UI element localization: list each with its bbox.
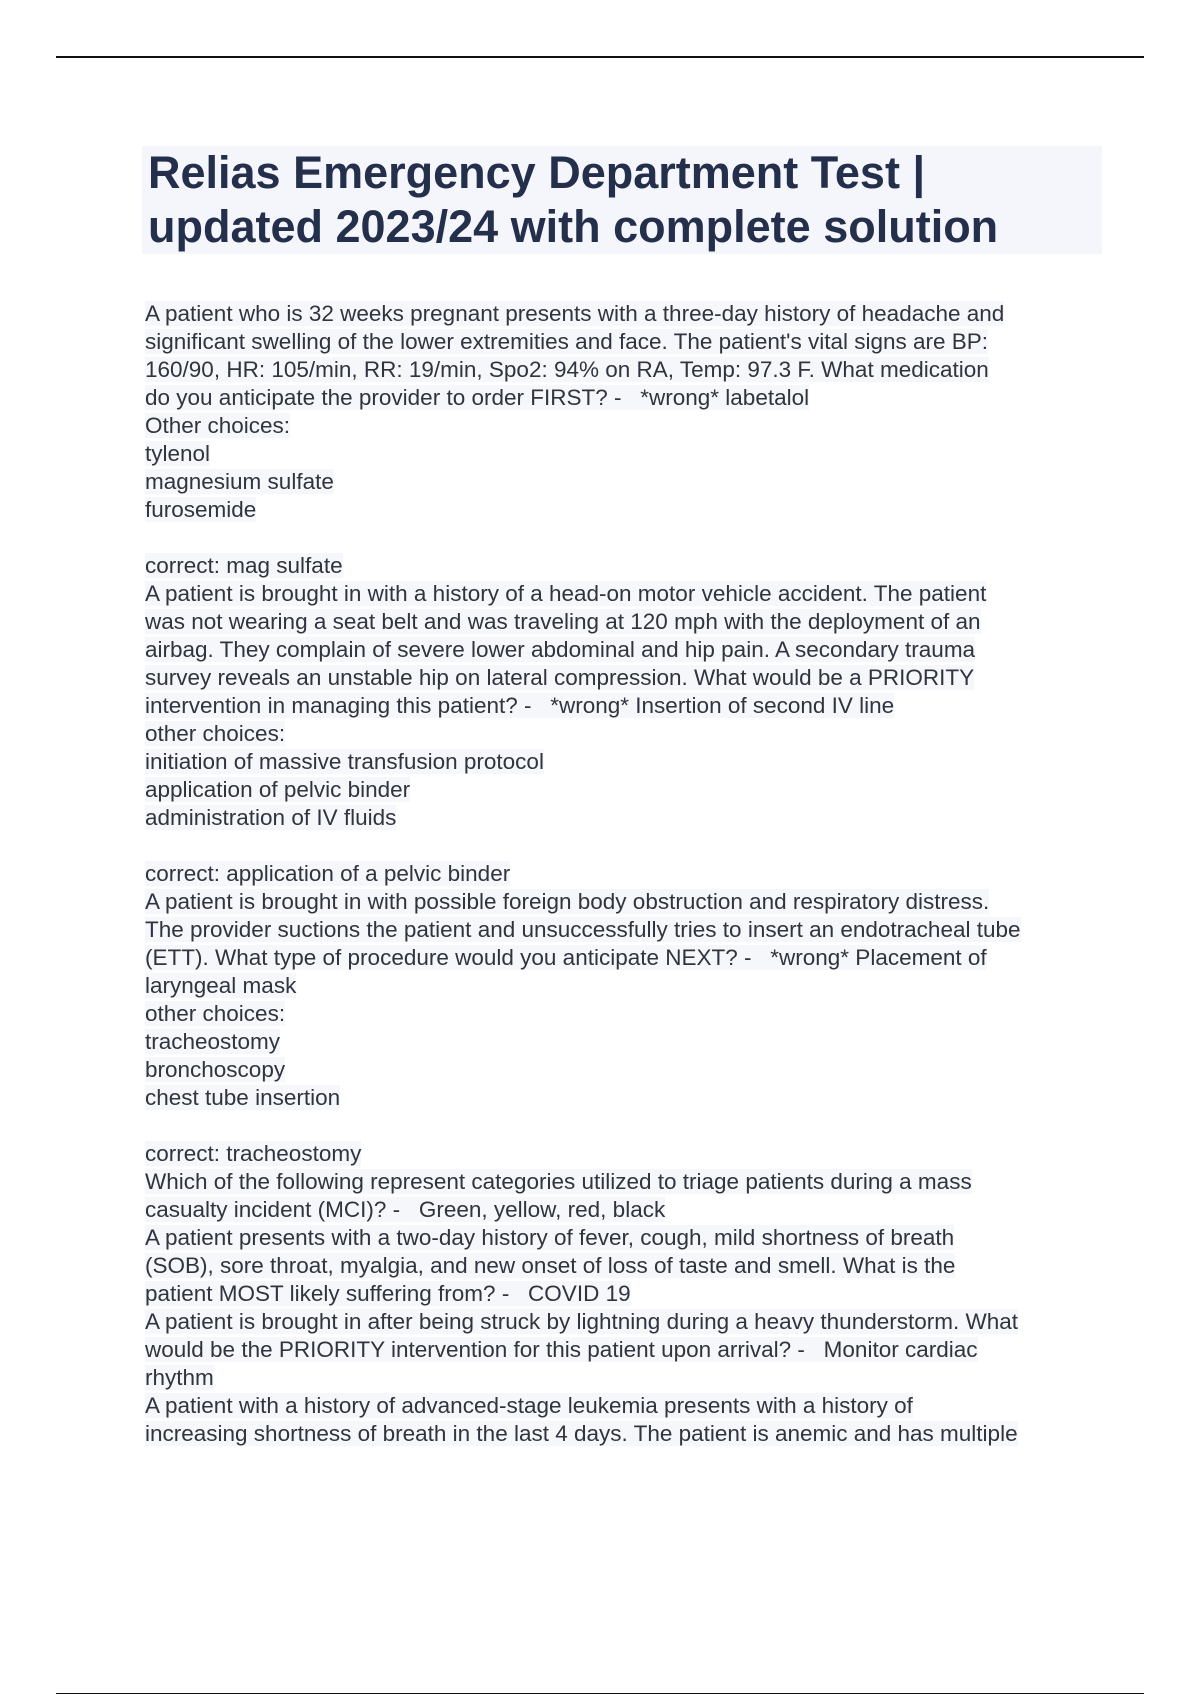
- text-line: [145, 1028, 1095, 1056]
- text-line: [145, 1420, 1095, 1448]
- text-line-content: correct: tracheostomy: [145, 1141, 362, 1166]
- bottom-rule: [56, 1693, 1144, 1694]
- text-line-content: magnesium sulfate: [145, 469, 334, 494]
- text-line-content: correct: application of a pelvic binder: [145, 861, 511, 886]
- text-line-content: casualty incident (MCI)? - Green, yellow, red, black: [145, 1197, 666, 1222]
- text-line-content: correct: mag sulfate: [145, 553, 343, 578]
- text-line: [145, 1280, 1095, 1308]
- text-line: [145, 1392, 1095, 1420]
- text-line-content: furosemide: [145, 497, 257, 522]
- text-line: [145, 1336, 1095, 1364]
- text-line: [145, 1252, 1095, 1280]
- blank-line: [145, 1112, 1095, 1140]
- text-line: [145, 888, 1095, 916]
- document-body: [145, 300, 1095, 1448]
- text-line-content: airbag. They complain of severe lower abdominal and hip pain. A secondary trauma: [145, 637, 976, 662]
- text-line: [145, 1364, 1095, 1392]
- text-line: [145, 1308, 1095, 1336]
- text-line: [145, 300, 1095, 328]
- text-line: [145, 664, 1095, 692]
- text-line-content: intervention in managing this patient? - *wrong* Insertion of second IV line: [145, 693, 895, 718]
- text-line-content: chest tube insertion: [145, 1085, 341, 1110]
- text-line-content: rhythm: [145, 1365, 214, 1390]
- page-title: [142, 146, 1102, 254]
- text-line-content: A patient is brought in with a history of a head-on motor vehicle accident. The patient: [145, 581, 987, 606]
- text-line: [145, 496, 1095, 524]
- text-line-content: other choices:: [145, 721, 286, 746]
- text-line: [145, 804, 1095, 832]
- blank-line: [145, 524, 1095, 552]
- text-line: [145, 608, 1095, 636]
- text-line: [145, 692, 1095, 720]
- text-line-content: (ETT). What type of procedure would you anticipate NEXT? - *wrong* Placement of: [145, 945, 987, 970]
- text-line-content: significant swelling of the lower extremities and face. The patient's vital signs are BP:: [145, 329, 989, 354]
- text-line: [145, 468, 1095, 496]
- text-line: [145, 944, 1095, 972]
- text-line-content: was not wearing a seat belt and was traveling at 120 mph with the deployment of an: [145, 609, 981, 634]
- text-line-content: A patient presents with a two-day history of fever, cough, mild shortness of breath: [145, 1225, 955, 1250]
- text-line-content: tylenol: [145, 441, 211, 466]
- top-rule: [56, 56, 1144, 58]
- text-line: [145, 636, 1095, 664]
- text-line-content: (SOB), sore throat, myalgia, and new onset of loss of taste and smell. What is the: [145, 1253, 956, 1278]
- text-line: [145, 1056, 1095, 1084]
- text-line-content: Which of the following represent categories utilized to triage patients during a mass: [145, 1169, 972, 1194]
- text-line-content: administration of IV fluids: [145, 805, 397, 830]
- text-line: [145, 1140, 1095, 1168]
- text-line-content: A patient is brought in after being struck by lightning during a heavy thunderstorm. What: [145, 1309, 1018, 1334]
- text-line-content: The provider suctions the patient and unsuccessfully tries to insert an endotracheal tube: [145, 917, 1021, 942]
- text-line: [145, 440, 1095, 468]
- text-line: [145, 860, 1095, 888]
- title-line-2: updated 2023/24 with complete solution: [148, 201, 999, 252]
- text-line-content: A patient with a history of advanced-stage leukemia presents with a history of: [145, 1393, 913, 1418]
- text-line: [145, 412, 1095, 440]
- text-line: [145, 1000, 1095, 1028]
- title-line-1: Relias Emergency Department Test |: [148, 147, 926, 198]
- text-line: [145, 1224, 1095, 1252]
- text-line-content: application of pelvic binder: [145, 777, 411, 802]
- text-line-content: 160/90, HR: 105/min, RR: 19/min, Spo2: 94% on RA, Temp: 97.3 F. What medication: [145, 357, 989, 382]
- text-line-content: would be the PRIORITY intervention for this patient upon arrival? - Monitor cardiac: [145, 1337, 978, 1362]
- text-line-content: A patient who is 32 weeks pregnant presents with a three-day history of headache and: [145, 301, 1005, 326]
- blank-line: [145, 832, 1095, 860]
- text-line-content: laryngeal mask: [145, 973, 297, 998]
- text-line: [145, 1168, 1095, 1196]
- text-line: [145, 328, 1095, 356]
- text-line-content: do you anticipate the provider to order FIRST? - *wrong* labetalol: [145, 385, 810, 410]
- text-line: [145, 748, 1095, 776]
- text-line: [145, 580, 1095, 608]
- text-line-content: initiation of massive transfusion protocol: [145, 749, 544, 774]
- text-line: [145, 552, 1095, 580]
- text-line-content: survey reveals an unstable hip on lateral compression. What would be a PRIORITY: [145, 665, 975, 690]
- text-line-content: Other choices:: [145, 413, 291, 438]
- text-line: [145, 356, 1095, 384]
- text-line-content: A patient is brought in with possible foreign body obstruction and respiratory distress.: [145, 889, 990, 914]
- text-line-content: increasing shortness of breath in the last 4 days. The patient is anemic and has multiple: [145, 1421, 1018, 1446]
- text-line-content: patient MOST likely suffering from? - COVID 19: [145, 1281, 631, 1306]
- text-line: [145, 1084, 1095, 1112]
- text-line: [145, 720, 1095, 748]
- text-line: [145, 972, 1095, 1000]
- text-line: [145, 384, 1095, 412]
- text-line-content: bronchoscopy: [145, 1057, 286, 1082]
- text-line: [145, 1196, 1095, 1224]
- text-line-content: other choices:: [145, 1001, 286, 1026]
- text-line: [145, 776, 1095, 804]
- text-line: [145, 916, 1095, 944]
- text-line-content: tracheostomy: [145, 1029, 281, 1054]
